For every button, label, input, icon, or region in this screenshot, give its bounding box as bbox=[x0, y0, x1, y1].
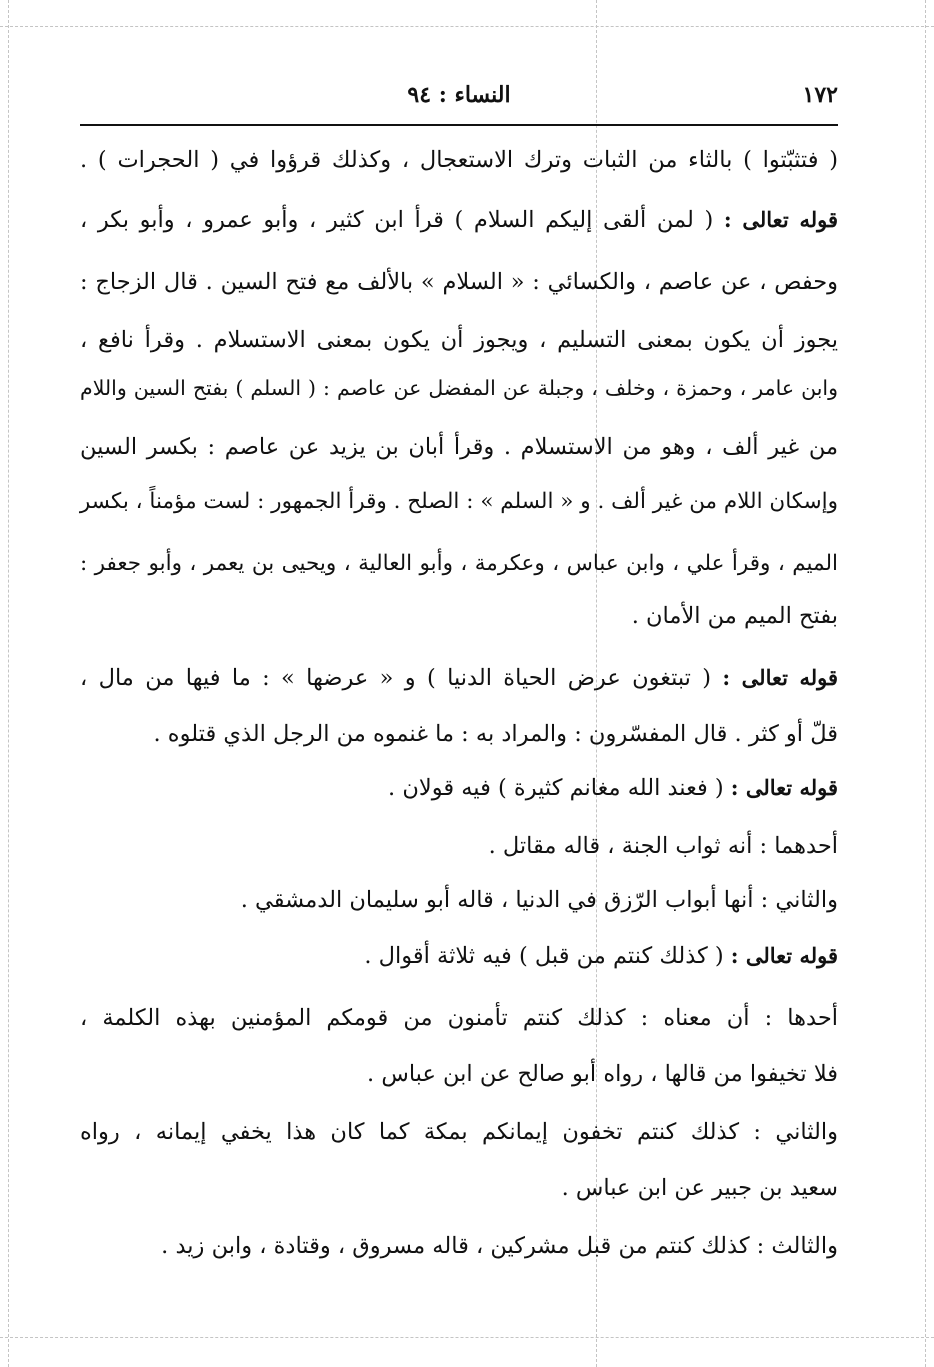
text-line: يجوز أن يكون بمعنى التسليم ، ويجوز أن يكون بمعنى الاستسلام . وقرأ نافع ، bbox=[80, 327, 838, 353]
section-keyword: قوله تعالى : bbox=[723, 207, 838, 232]
text-line: أحدها : أن معناه : كذلك كنتم تأمنون من قومكم المؤمنين بهذه الكلمة ، bbox=[80, 1005, 838, 1031]
fold-guide-left bbox=[8, 0, 9, 1367]
page-number: ١٧٢ bbox=[802, 82, 838, 108]
header-rule bbox=[80, 124, 838, 126]
text-line: قوله تعالى : ( فعند الله مغانم كثيرة ) فيه قولان . bbox=[388, 775, 838, 801]
text-line: ( فتثبّتوا ) بالثاء من الثبات وترك الاستعجال ، وكذلك قرؤوا في ( الحجرات ) . bbox=[80, 147, 838, 173]
fold-guide-right bbox=[925, 0, 926, 1367]
text-line: قوله تعالى : ( كذلك كنتم من قبل ) فيه ثلاثة أقوال . bbox=[364, 943, 838, 969]
text-line: بفتح الميم من الأمان . bbox=[631, 603, 838, 629]
text-line: قوله تعالى : ( لمن ألقى إليكم السلام ) قرأ ابن كثير ، وأبو عمرو ، وأبو بكر ، bbox=[80, 207, 838, 233]
section-keyword: قوله تعالى : bbox=[722, 665, 838, 690]
text-line: وإسكان اللام من غير ألف . و « السلم » : الصلح . وقرأ الجمهور : لست مؤمناً ، بكسر bbox=[79, 489, 838, 514]
text-line: قلّ أو كثر . قال المفسّرون : والمراد به : ما غنموه من الرجل الذي قتلوه . bbox=[153, 721, 838, 747]
section-keyword: قوله تعالى : bbox=[730, 775, 838, 800]
section-keyword: قوله تعالى : bbox=[730, 943, 838, 968]
text-line: وحفص ، عن عاصم ، والكسائي : « السلام » بالألف مع فتح السين . قال الزجاج : bbox=[80, 269, 838, 295]
fold-guide-bottom bbox=[0, 1337, 934, 1338]
text-line: والثالث : كذلك كنتم من قبل مشركين ، قاله مسروق ، وقتادة ، وابن زيد . bbox=[161, 1233, 838, 1259]
text-line: من غير ألف ، وهو من الاستسلام . وقرأ أبان بن يزيد عن عاصم : بكسر السين bbox=[80, 434, 838, 460]
text-line: الميم ، وقرأ علي ، وابن عباس ، وعكرمة ، وأبو العالية ، ويحيى بن يعمر ، وأبو جعفر : bbox=[80, 551, 838, 576]
page-header bbox=[80, 82, 838, 118]
text-line: سعيد بن جبير عن ابن عباس . bbox=[561, 1175, 838, 1201]
fold-guide-top bbox=[0, 26, 934, 27]
surah-reference: النساء : ٩٤ bbox=[407, 82, 511, 108]
text-line: والثاني : أنها أبواب الرّزق في الدنيا ، قاله أبو سليمان الدمشقي . bbox=[240, 887, 838, 913]
text-line: فلا تخيفوا من قالها ، رواه أبو صالح عن ابن عباس . bbox=[367, 1061, 838, 1087]
text-line: أحدهما : أنه ثواب الجنة ، قاله مقاتل . bbox=[488, 833, 838, 859]
text-line: قوله تعالى : ( تبتغون عرض الحياة الدنيا ) و « عرضها » : ما فيها من مال ، bbox=[80, 665, 838, 691]
text-line: والثاني : كذلك كنتم تخفون إيمانكم بمكة كما كان هذا يخفي إيمانه ، رواه bbox=[80, 1119, 838, 1145]
text-line: وابن عامر ، وحمزة ، وخلف ، وجبلة عن المفضل عن عاصم : ( السلم ) بفتح السين واللام bbox=[80, 376, 838, 400]
